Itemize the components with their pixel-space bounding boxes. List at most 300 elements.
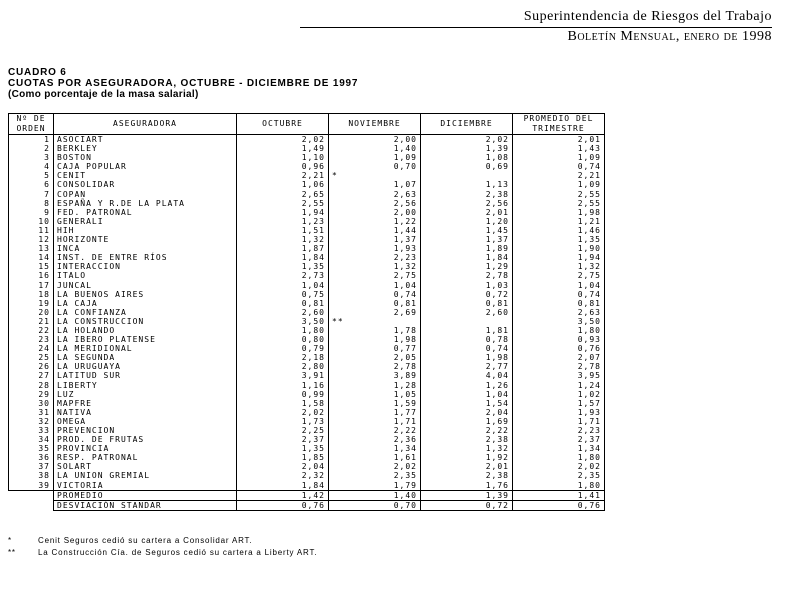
cell-diciembre: 1,04	[421, 390, 513, 399]
cell-octubre: 1,23	[237, 217, 329, 226]
col-header-orden	[9, 114, 54, 135]
cell-orden: 30	[9, 399, 54, 408]
cell-diciembre: 1,08	[421, 153, 513, 162]
cell-octubre: 0,75	[237, 290, 329, 299]
cell-promedio: 1,35	[513, 235, 605, 244]
cell-orden: 7	[9, 190, 54, 199]
cell-aseguradora: LA BUENOS AIRES	[54, 290, 237, 299]
cell-noviembre: 1,28	[329, 381, 421, 390]
cell-promedio: 1,24	[513, 381, 605, 390]
table-row	[9, 335, 605, 344]
cell-octubre: 1,84	[237, 481, 329, 491]
cell-octubre: 0,80	[237, 335, 329, 344]
cell-aseguradora: LA MERIDIONAL	[54, 344, 237, 353]
table-row	[9, 199, 605, 208]
table-row	[9, 153, 605, 162]
header-row	[9, 114, 605, 135]
cell-diciembre: 2,78	[421, 271, 513, 280]
cell-noviembre: 2,23	[329, 253, 421, 262]
table-row	[9, 299, 605, 308]
cell-octubre: 1,04	[237, 281, 329, 290]
table-row	[9, 426, 605, 435]
cell-aseguradora: FED. PATRONAL	[54, 208, 237, 217]
table-row	[9, 135, 605, 145]
col-header-orden-line1: Nº DE	[16, 114, 46, 123]
cell-orden: 13	[9, 244, 54, 253]
table-row	[9, 144, 605, 153]
cell-aseguradora: CONSOLIDAR	[54, 180, 237, 189]
cell-diciembre: 0,74	[421, 344, 513, 353]
cell-promedio: 1,46	[513, 226, 605, 235]
cell-orden: 25	[9, 353, 54, 362]
cell-orden: 38	[9, 471, 54, 480]
cell-orden: 29	[9, 390, 54, 399]
col-header-promedio-line1: PROMEDIO DEL	[523, 114, 594, 123]
cell-promedio: 2,63	[513, 308, 605, 317]
col-header-aseguradora: ASEGURADORA	[54, 114, 237, 135]
cell-noviembre: 0,70	[329, 162, 421, 171]
cell-aseguradora: INST. DE ENTRE RÍOS	[54, 253, 237, 262]
table-row	[9, 481, 605, 491]
cell-aseguradora: BOSTON	[54, 153, 237, 162]
cell-diciembre: 2,77	[421, 362, 513, 371]
cell-aseguradora: CAJA POPULAR	[54, 162, 237, 171]
cell-orden: 28	[9, 381, 54, 390]
cell-octubre: 2,60	[237, 308, 329, 317]
cell-promedio: 2,78	[513, 362, 605, 371]
table-row	[9, 308, 605, 317]
cell-orden: 35	[9, 444, 54, 453]
cell-promedio: 1,04	[513, 281, 605, 290]
cell-aseguradora: COPAN	[54, 190, 237, 199]
cell-octubre: 0,81	[237, 299, 329, 308]
table-row	[9, 362, 605, 371]
cell-aseguradora: GENERALI	[54, 217, 237, 226]
cell-promedio: 0,74	[513, 290, 605, 299]
cell-aseguradora: MAPFRE	[54, 399, 237, 408]
cell-promedio: 1,32	[513, 262, 605, 271]
cell-aseguradora: LIBERTY	[54, 381, 237, 390]
cell-aseguradora: LA SEGUNDA	[54, 353, 237, 362]
cell-diciembre: 2,01	[421, 208, 513, 217]
cell-noviembre: *	[329, 171, 421, 180]
cell-promedio: 3,95	[513, 371, 605, 380]
cell-diciembre: 1,32	[421, 444, 513, 453]
footnote-text: La Construcción Cía. de Seguros cedió su cartera a Liberty ART.	[38, 548, 318, 557]
cell-octubre: 1,49	[237, 144, 329, 153]
table-row	[9, 235, 605, 244]
table-row	[9, 162, 605, 171]
cell-orden: 32	[9, 417, 54, 426]
cell-orden: 31	[9, 408, 54, 417]
cell-promedio: 1,43	[513, 144, 605, 153]
summary-promedio: 0,76	[513, 500, 605, 510]
cell-diciembre: 1,81	[421, 326, 513, 335]
cell-octubre: 2,32	[237, 471, 329, 480]
header-rule	[300, 27, 772, 28]
summary-label: PROMEDIO	[54, 490, 237, 500]
summary-noviembre: 1,40	[329, 490, 421, 500]
cell-orden: 36	[9, 453, 54, 462]
table-summary	[9, 490, 605, 510]
cell-octubre: 1,51	[237, 226, 329, 235]
cell-octubre: 1,10	[237, 153, 329, 162]
cell-promedio: 0,74	[513, 162, 605, 171]
cell-octubre: 3,91	[237, 371, 329, 380]
cell-octubre: 2,02	[237, 135, 329, 145]
cell-diciembre: 2,22	[421, 426, 513, 435]
cell-orden: 39	[9, 481, 54, 491]
cell-aseguradora: LA IBERO PLATENSE	[54, 335, 237, 344]
cell-noviembre: 1,59	[329, 399, 421, 408]
table-row	[9, 381, 605, 390]
col-header-promedio	[513, 114, 605, 135]
summary-spacer	[9, 490, 54, 500]
cell-noviembre: 2,22	[329, 426, 421, 435]
cell-aseguradora: LA CONSTRUCCION	[54, 317, 237, 326]
cell-orden: 4	[9, 162, 54, 171]
table-row	[9, 171, 605, 180]
cell-promedio: 2,01	[513, 135, 605, 145]
cell-diciembre: 2,01	[421, 462, 513, 471]
cell-noviembre: 1,44	[329, 226, 421, 235]
cell-diciembre: 1,13	[421, 180, 513, 189]
cell-octubre: 1,58	[237, 399, 329, 408]
cell-noviembre: 1,37	[329, 235, 421, 244]
cell-diciembre: 1,29	[421, 262, 513, 271]
cell-octubre: 1,84	[237, 253, 329, 262]
table-subtitle: (Como porcentaje de la masa salarial)	[8, 89, 199, 100]
cell-octubre: 2,21	[237, 171, 329, 180]
cell-octubre: 2,73	[237, 271, 329, 280]
cell-orden: 33	[9, 426, 54, 435]
cell-aseguradora: NATIVA	[54, 408, 237, 417]
table-row	[9, 317, 605, 326]
cell-noviembre: 1,93	[329, 244, 421, 253]
cell-promedio: 1,21	[513, 217, 605, 226]
cell-orden: 27	[9, 371, 54, 380]
cell-diciembre: 1,69	[421, 417, 513, 426]
cell-diciembre: 1,76	[421, 481, 513, 491]
cell-promedio: 1,02	[513, 390, 605, 399]
cell-diciembre: 2,60	[421, 308, 513, 317]
col-header-diciembre: DICIEMBRE	[421, 114, 513, 135]
cell-promedio: 3,50	[513, 317, 605, 326]
cell-promedio: 2,55	[513, 190, 605, 199]
cell-diciembre: 1,39	[421, 144, 513, 153]
cell-aseguradora: LATITUD SUR	[54, 371, 237, 380]
cell-diciembre: 4,04	[421, 371, 513, 380]
summary-diciembre: 1,39	[421, 490, 513, 500]
cell-noviembre: 2,00	[329, 135, 421, 145]
cell-aseguradora: LA URUGUAYA	[54, 362, 237, 371]
cell-aseguradora: HIH	[54, 226, 237, 235]
cell-promedio: 1,93	[513, 408, 605, 417]
cell-noviembre: 3,89	[329, 371, 421, 380]
cell-noviembre: 1,71	[329, 417, 421, 426]
cell-noviembre: 1,05	[329, 390, 421, 399]
cell-noviembre: 2,00	[329, 208, 421, 217]
cell-orden: 14	[9, 253, 54, 262]
cell-promedio: 0,81	[513, 299, 605, 308]
cell-orden: 8	[9, 199, 54, 208]
cell-orden: 20	[9, 308, 54, 317]
cell-aseguradora: VICTORIA	[54, 481, 237, 491]
footnote	[8, 536, 252, 545]
cell-aseguradora: INCA	[54, 244, 237, 253]
cell-octubre: 3,50	[237, 317, 329, 326]
cell-orden: 1	[9, 135, 54, 145]
cell-noviembre: 0,74	[329, 290, 421, 299]
table-row	[9, 217, 605, 226]
table-row	[9, 226, 605, 235]
cell-diciembre: 2,38	[421, 471, 513, 480]
cell-noviembre: 1,61	[329, 453, 421, 462]
cell-aseguradora: RESP. PATRONAL	[54, 453, 237, 462]
cell-orden: 5	[9, 171, 54, 180]
cell-diciembre: 1,20	[421, 217, 513, 226]
cell-octubre: 2,18	[237, 353, 329, 362]
cell-promedio: 0,76	[513, 344, 605, 353]
cell-promedio: 1,98	[513, 208, 605, 217]
summary-label: DESVIACIÓN STANDAR	[54, 500, 237, 510]
cell-diciembre: 2,02	[421, 135, 513, 145]
cell-octubre: 0,96	[237, 162, 329, 171]
cell-promedio: 2,02	[513, 462, 605, 471]
cell-octubre: 2,37	[237, 435, 329, 444]
cell-promedio: 2,37	[513, 435, 605, 444]
cell-promedio: 2,75	[513, 271, 605, 280]
quotas-table	[8, 113, 605, 511]
table-row	[9, 453, 605, 462]
table-row	[9, 253, 605, 262]
footnote-text: Cenit Seguros cedió su cartera a Consolidar ART.	[38, 536, 253, 545]
cell-aseguradora: OMEGA	[54, 417, 237, 426]
table-row	[9, 371, 605, 380]
summary-diciembre: 0,72	[421, 500, 513, 510]
table-row	[9, 262, 605, 271]
cell-orden: 19	[9, 299, 54, 308]
cell-noviembre: 1,78	[329, 326, 421, 335]
cell-orden: 15	[9, 262, 54, 271]
table-row	[9, 471, 605, 480]
cell-promedio: 2,07	[513, 353, 605, 362]
cell-promedio: 1,80	[513, 326, 605, 335]
cell-orden: 6	[9, 180, 54, 189]
cell-octubre: 2,25	[237, 426, 329, 435]
cell-octubre: 2,80	[237, 362, 329, 371]
cell-orden: 37	[9, 462, 54, 471]
cell-promedio: 1,80	[513, 453, 605, 462]
cell-octubre: 1,94	[237, 208, 329, 217]
cell-noviembre: 2,02	[329, 462, 421, 471]
cell-orden: 2	[9, 144, 54, 153]
cell-noviembre: 1,07	[329, 180, 421, 189]
cell-promedio: 1,34	[513, 444, 605, 453]
cell-diciembre: 2,38	[421, 190, 513, 199]
col-header-noviembre: NOVIEMBRE	[329, 114, 421, 135]
cell-promedio: 2,21	[513, 171, 605, 180]
cell-noviembre: 1,40	[329, 144, 421, 153]
cell-octubre: 2,02	[237, 408, 329, 417]
cell-noviembre: 2,35	[329, 471, 421, 480]
cell-octubre: 1,32	[237, 235, 329, 244]
cell-diciembre: 1,26	[421, 381, 513, 390]
cell-diciembre: 0,72	[421, 290, 513, 299]
table-row	[9, 444, 605, 453]
cell-diciembre: 0,69	[421, 162, 513, 171]
cell-diciembre: 0,78	[421, 335, 513, 344]
cell-noviembre: 0,81	[329, 299, 421, 308]
cell-octubre: 1,73	[237, 417, 329, 426]
footnote-symbol: **	[8, 548, 16, 557]
table-row	[9, 244, 605, 253]
summary-promedio: 1,41	[513, 490, 605, 500]
cell-orden: 3	[9, 153, 54, 162]
table-row	[9, 399, 605, 408]
cell-diciembre: 1,89	[421, 244, 513, 253]
cell-diciembre: 1,54	[421, 399, 513, 408]
cell-promedio: 1,57	[513, 399, 605, 408]
cell-noviembre: 1,98	[329, 335, 421, 344]
cell-orden: 12	[9, 235, 54, 244]
cell-diciembre	[421, 171, 513, 180]
cell-diciembre: 2,38	[421, 435, 513, 444]
cell-noviembre: 0,77	[329, 344, 421, 353]
cell-noviembre: **	[329, 317, 421, 326]
cell-diciembre: 0,81	[421, 299, 513, 308]
cell-aseguradora: INTERACCION	[54, 262, 237, 271]
cell-noviembre: 1,22	[329, 217, 421, 226]
cell-aseguradora: LA HOLANDO	[54, 326, 237, 335]
cell-noviembre: 2,36	[329, 435, 421, 444]
cell-aseguradora: ITALO	[54, 271, 237, 280]
cell-aseguradora: LA CAJA	[54, 299, 237, 308]
table-body	[9, 135, 605, 491]
table-row	[9, 390, 605, 399]
cell-noviembre: 1,34	[329, 444, 421, 453]
col-header-octubre: OCTUBRE	[237, 114, 329, 135]
cell-orden: 11	[9, 226, 54, 235]
cell-orden: 10	[9, 217, 54, 226]
table-row	[9, 344, 605, 353]
table-row	[9, 208, 605, 217]
cell-octubre: 1,80	[237, 326, 329, 335]
cell-orden: 16	[9, 271, 54, 280]
table-row	[9, 271, 605, 280]
table-row	[9, 290, 605, 299]
cell-diciembre	[421, 317, 513, 326]
summary-octubre: 0,76	[237, 500, 329, 510]
footnote-symbol: *	[8, 536, 12, 545]
cell-diciembre: 1,84	[421, 253, 513, 262]
cell-octubre: 2,04	[237, 462, 329, 471]
cell-noviembre: 1,04	[329, 281, 421, 290]
cell-aseguradora: PROD. DE FRUTAS	[54, 435, 237, 444]
cell-promedio: 1,90	[513, 244, 605, 253]
cell-aseguradora: BERKLEY	[54, 144, 237, 153]
cell-aseguradora: JUNCAL	[54, 281, 237, 290]
footnote	[8, 548, 317, 557]
cell-noviembre: 1,77	[329, 408, 421, 417]
cell-diciembre: 1,98	[421, 353, 513, 362]
cell-octubre: 1,35	[237, 262, 329, 271]
cell-aseguradora: HORIZONTE	[54, 235, 237, 244]
cell-orden: 26	[9, 362, 54, 371]
cell-promedio: 2,55	[513, 199, 605, 208]
cell-octubre: 0,99	[237, 390, 329, 399]
cell-noviembre: 2,69	[329, 308, 421, 317]
cell-octubre: 2,55	[237, 199, 329, 208]
cell-noviembre: 1,09	[329, 153, 421, 162]
cell-octubre: 2,65	[237, 190, 329, 199]
cell-noviembre: 1,32	[329, 262, 421, 271]
cell-aseguradora: ESPAÑA Y R.DE LA PLATA	[54, 199, 237, 208]
cell-aseguradora: PROVINCIA	[54, 444, 237, 453]
summary-row	[9, 490, 605, 500]
cell-promedio: 1,94	[513, 253, 605, 262]
cell-aseguradora: SOLART	[54, 462, 237, 471]
cell-promedio: 1,71	[513, 417, 605, 426]
table-row	[9, 408, 605, 417]
cell-orden: 18	[9, 290, 54, 299]
header-org: Superintendencia de Riesgos del Trabajo	[523, 9, 772, 24]
table-number: CUADRO 6	[8, 67, 67, 78]
cell-promedio: 2,35	[513, 471, 605, 480]
cell-orden: 17	[9, 281, 54, 290]
cell-noviembre: 2,05	[329, 353, 421, 362]
cell-diciembre: 2,04	[421, 408, 513, 417]
cell-noviembre: 2,75	[329, 271, 421, 280]
header-bulletin: Boletín Mensual, enero de 1998	[567, 29, 772, 44]
table-row	[9, 326, 605, 335]
table-row	[9, 435, 605, 444]
col-header-orden-line2: ORDEN	[16, 124, 46, 133]
cell-aseguradora: LA CONFIANZA	[54, 308, 237, 317]
cell-noviembre: 2,56	[329, 199, 421, 208]
cell-orden: 9	[9, 208, 54, 217]
cell-orden: 23	[9, 335, 54, 344]
cell-orden: 24	[9, 344, 54, 353]
cell-octubre: 1,06	[237, 180, 329, 189]
table-row	[9, 281, 605, 290]
cell-octubre: 1,85	[237, 453, 329, 462]
cell-promedio: 2,23	[513, 426, 605, 435]
cell-promedio: 1,80	[513, 481, 605, 491]
table-title: CUOTAS POR ASEGURADORA, OCTUBRE - DICIEMBRE DE 1997	[8, 78, 359, 89]
cell-orden: 34	[9, 435, 54, 444]
cell-aseguradora: LA UNION GREMIAL	[54, 471, 237, 480]
summary-octubre: 1,42	[237, 490, 329, 500]
cell-octubre: 0,79	[237, 344, 329, 353]
table-row	[9, 462, 605, 471]
table-row	[9, 190, 605, 199]
cell-promedio: 1,09	[513, 153, 605, 162]
cell-octubre: 1,16	[237, 381, 329, 390]
summary-spacer	[9, 500, 54, 510]
cell-octubre: 1,35	[237, 444, 329, 453]
cell-aseguradora: ASOCIART	[54, 135, 237, 145]
table-row	[9, 353, 605, 362]
cell-promedio: 0,93	[513, 335, 605, 344]
cell-noviembre: 2,78	[329, 362, 421, 371]
cell-promedio: 1,09	[513, 180, 605, 189]
cell-orden: 22	[9, 326, 54, 335]
cell-aseguradora: CENIT	[54, 171, 237, 180]
cell-diciembre: 1,92	[421, 453, 513, 462]
cell-diciembre: 1,45	[421, 226, 513, 235]
cell-diciembre: 1,37	[421, 235, 513, 244]
